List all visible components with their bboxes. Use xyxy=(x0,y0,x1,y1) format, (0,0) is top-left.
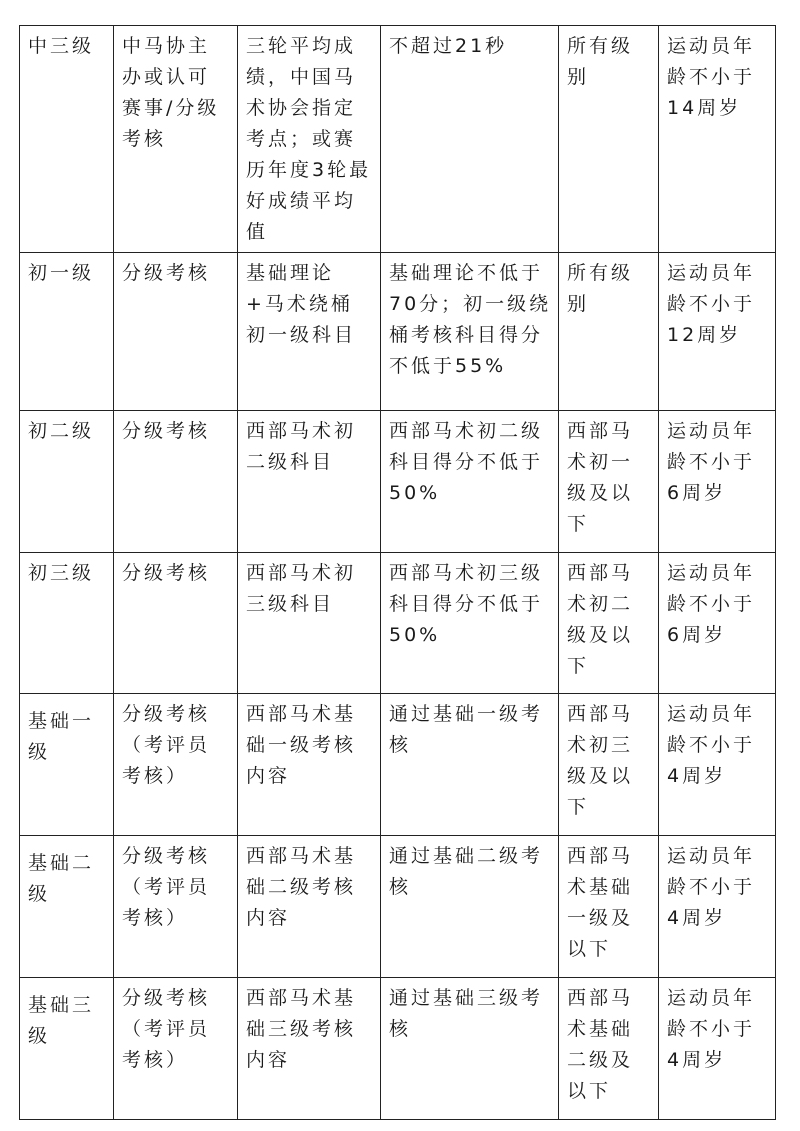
method-cell: 分级考核 xyxy=(114,553,238,694)
subject-cell: 西部马术基础三级考核内容 xyxy=(238,978,381,1120)
age-cell: 运动员年龄不小于6周岁 xyxy=(659,553,776,694)
prereq-cell: 西部马术基础一级及以下 xyxy=(559,836,659,978)
prereq-cell: 所有级别 xyxy=(559,253,659,411)
age-cell: 运动员年龄不小于14周岁 xyxy=(659,26,776,253)
table-row xyxy=(20,553,776,694)
table-row xyxy=(20,411,776,553)
prereq-cell: 西部马术基础二级及以下 xyxy=(559,978,659,1120)
age-cell: 运动员年龄不小于4周岁 xyxy=(659,836,776,978)
table-row xyxy=(20,694,776,836)
method-cell: 分级考核 xyxy=(114,411,238,553)
standard-cell: 基础理论不低于70分；初一级绕桶考核科目得分不低于55% xyxy=(381,253,559,411)
age-cell: 运动员年龄不小于4周岁 xyxy=(659,694,776,836)
standard-cell: 西部马术初三级科目得分不低于50% xyxy=(381,553,559,694)
table-row xyxy=(20,978,776,1120)
table-row xyxy=(20,836,776,978)
prereq-cell: 西部马术初一级及以下 xyxy=(559,411,659,553)
standard-cell: 不超过21秒 xyxy=(381,26,559,253)
standard-cell: 西部马术初二级科目得分不低于50% xyxy=(381,411,559,553)
grade-cell: 基础二级 xyxy=(20,836,114,978)
age-cell: 运动员年龄不小于12周岁 xyxy=(659,253,776,411)
subject-cell: 西部马术初三级科目 xyxy=(238,553,381,694)
prereq-cell: 西部马术初二级及以下 xyxy=(559,553,659,694)
subject-cell: 西部马术基础二级考核内容 xyxy=(238,836,381,978)
method-cell: 分级考核 xyxy=(114,253,238,411)
prereq-cell: 所有级别 xyxy=(559,26,659,253)
subject-cell: 西部马术基础一级考核内容 xyxy=(238,694,381,836)
table-row xyxy=(20,253,776,411)
standard-cell: 通过基础三级考核 xyxy=(381,978,559,1120)
method-cell: 分级考核（考评员考核） xyxy=(114,978,238,1120)
subject-cell: 西部马术初二级科目 xyxy=(238,411,381,553)
subject-cell: 三轮平均成绩，中国马术协会指定考点；或赛历年度3轮最好成绩平均值 xyxy=(238,26,381,253)
age-cell: 运动员年龄不小于4周岁 xyxy=(659,978,776,1120)
standard-cell: 通过基础二级考核 xyxy=(381,836,559,978)
method-cell: 中马协主办或认可赛事/分级考核 xyxy=(114,26,238,253)
grade-cell: 初二级 xyxy=(20,411,114,553)
prereq-cell: 西部马术初三级及以下 xyxy=(559,694,659,836)
method-cell: 分级考核（考评员考核） xyxy=(114,694,238,836)
standard-cell: 通过基础一级考核 xyxy=(381,694,559,836)
grade-cell: 基础一级 xyxy=(20,694,114,836)
age-cell: 运动员年龄不小于6周岁 xyxy=(659,411,776,553)
table-row xyxy=(20,26,776,253)
grade-requirements-table xyxy=(19,25,776,1120)
grade-cell: 初一级 xyxy=(20,253,114,411)
subject-cell: 基础理论+马术绕桶初一级科目 xyxy=(238,253,381,411)
grade-cell: 基础三级 xyxy=(20,978,114,1120)
grade-cell: 初三级 xyxy=(20,553,114,694)
grade-cell: 中三级 xyxy=(20,26,114,253)
method-cell: 分级考核（考评员考核） xyxy=(114,836,238,978)
